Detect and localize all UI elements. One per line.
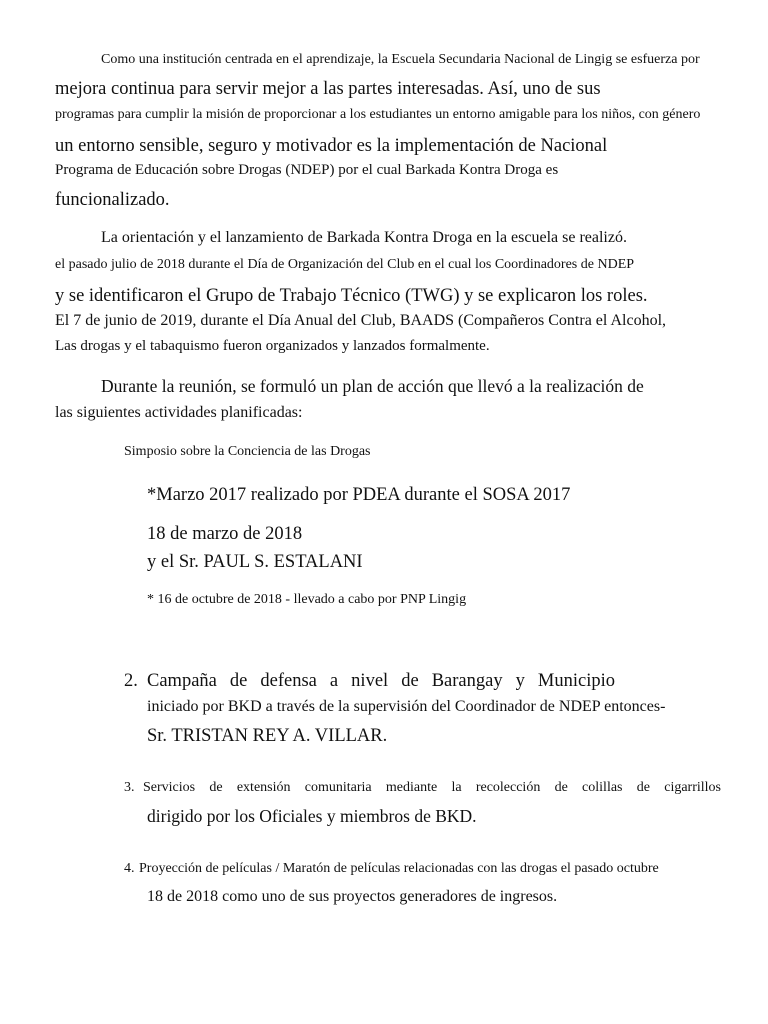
- paragraph-3-line-2: las siguientes actividades planificadas:: [55, 404, 303, 421]
- item-2-title: Campaña de defensa a nivel de Barangay y Municipio: [147, 671, 615, 691]
- item-3-line-2: dirigido por los Oficiales y miembros de BKD.: [147, 806, 477, 826]
- item-1-detail-4: * 16 de octubre de 2018 - llevado a cabo por PNP Lingig: [147, 592, 467, 607]
- item-3-number: 3.: [124, 780, 135, 795]
- item-1-title: Simposio sobre la Conciencia de las Drogas: [124, 444, 371, 459]
- paragraph-3-line-1: Durante la reunión, se formuló un plan de acción que llevó a la realización de: [101, 376, 644, 396]
- paragraph-1-line-1: Como una institución centrada en el aprendizaje, la Escuela Secundaria Nacional de Lingig se esfuerza por: [101, 52, 700, 67]
- paragraph-1-line-4: un entorno sensible, seguro y motivador es la implementación de Nacional: [55, 136, 608, 156]
- paragraph-1-line-6: funcionalizado.: [55, 190, 170, 210]
- paragraph-1-line-5: Programa de Educación sobre Drogas (NDEP) por el cual Barkada Kontra Droga es: [55, 162, 559, 178]
- item-4-line-2: 18 de 2018 como uno de sus proyectos generadores de ingresos.: [147, 888, 558, 905]
- item-1-detail-2: 18 de marzo de 2018: [147, 524, 303, 544]
- paragraph-1-line-2: mejora continua para servir mejor a las partes interesadas. Así, uno de sus: [55, 79, 601, 99]
- paragraph-2-line-3: y se identificaron el Grupo de Trabajo Técnico (TWG) y se explicaron los roles.: [55, 286, 648, 306]
- item-1-detail-1: *Marzo 2017 realizado por PDEA durante el SOSA 2017: [147, 485, 571, 505]
- paragraph-2-line-5: Las drogas y el tabaquismo fueron organizados y lanzados formalmente.: [55, 338, 490, 354]
- item-3-title: Servicios de extensión comunitaria mediante la recolección de colillas de cigarrillos: [143, 780, 721, 795]
- item-4-number: 4.: [124, 861, 135, 876]
- item-4-title: Proyección de películas / Maratón de películas relacionadas con las drogas el pasado octubre: [139, 861, 659, 876]
- item-2-line-3: Sr. TRISTAN REY A. VILLAR.: [147, 726, 388, 746]
- item-2-line-2: iniciado por BKD a través de la supervisión del Coordinador de NDEP entonces-: [147, 698, 666, 715]
- paragraph-1-line-3: programas para cumplir la misión de proporcionar a los estudiantes un entorno amigable para los niños, con género: [55, 107, 701, 122]
- paragraph-2-line-4: El 7 de junio de 2019, durante el Día Anual del Club, BAADS (Compañeros Contra el Alcohol,: [55, 312, 667, 329]
- item-2-number: 2.: [124, 671, 138, 691]
- paragraph-2-line-1: La orientación y el lanzamiento de Barkada Kontra Droga en la escuela se realizó.: [101, 229, 627, 246]
- item-1-detail-3: y el Sr. PAUL S. ESTALANI: [147, 552, 363, 572]
- paragraph-2-line-2: el pasado julio de 2018 durante el Día de Organización del Club en el cual los Coordinadores de NDEP: [55, 257, 635, 272]
